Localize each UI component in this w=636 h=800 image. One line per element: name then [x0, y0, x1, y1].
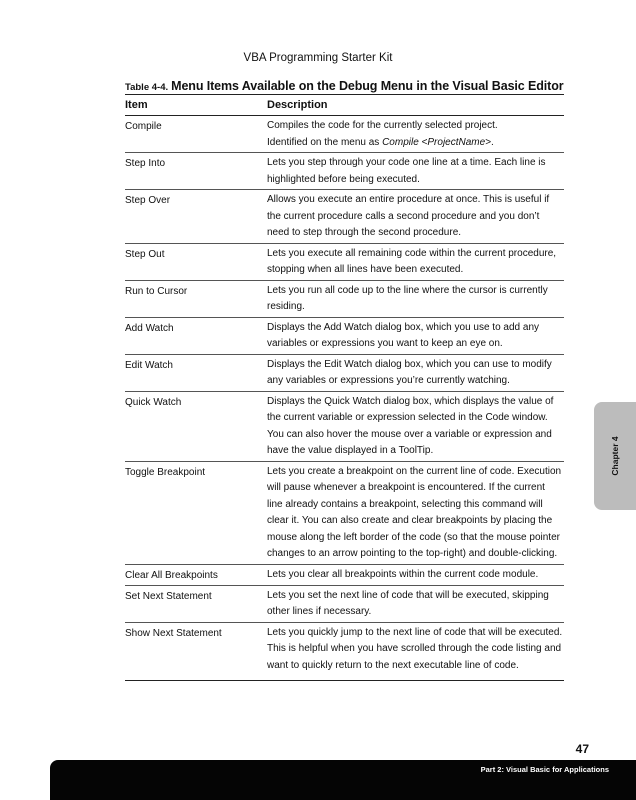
- table-row: [125, 623, 564, 681]
- row-description: Lets you execute all remaining code within the current procedure, stopping when all lines have been executed.: [267, 247, 557, 275]
- row-description: Lets you quickly jump to the next line of code that will be executed. This is helpful when you have scrolled through the code listing and want to quickly return to the next executable line of code.: [267, 626, 563, 671]
- chapter-tab: [594, 402, 636, 510]
- row-description: Displays the Add Watch dialog box, which you use to add any variables or expressions you want to keep an eye on.: [267, 321, 540, 349]
- row-item: Compile: [125, 121, 162, 132]
- table-caption: [125, 77, 575, 95]
- row-description: Allows you execute an entire procedure at once. This is useful if the current procedure calls a second procedure and you don’t need to step through the second procedure.: [267, 194, 550, 238]
- row-description: Lets you clear all breakpoints within the current code module.: [267, 568, 539, 580]
- row-description: Lets you step through your code one line at a time. Each line is highlighted before being executed.: [267, 157, 546, 185]
- row-item: Set Next Statement: [125, 590, 212, 602]
- table-row: [125, 462, 564, 565]
- debug-menu-table: [125, 94, 564, 681]
- table-title: Menu Items Available on the Debug Menu in the Visual Basic Editor: [171, 79, 564, 93]
- table-number: Table 4-4.: [125, 82, 169, 93]
- row-description-suffix: .: [491, 136, 494, 148]
- row-item: Step Over: [125, 195, 171, 206]
- table-row: [125, 244, 564, 281]
- row-item: Clear All Breakpoints: [125, 569, 218, 581]
- table-row: [125, 565, 564, 586]
- row-description: [267, 118, 563, 151]
- table-row: [125, 153, 564, 190]
- row-item: Step Out: [125, 248, 165, 260]
- table-row: [125, 355, 564, 392]
- row-item: Show Next Statement: [125, 627, 222, 639]
- running-head: VBA Programming Starter Kit: [243, 52, 393, 64]
- footer-part-title: Part 2: Visual Basic for Applications: [480, 765, 609, 774]
- row-description: Displays the Edit Watch dialog box, which you can use to modify any variables or expressions you’re currently watching.: [267, 358, 552, 386]
- page-number: 47: [575, 742, 589, 756]
- row-description: Displays the Quick Watch dialog box, which displays the value of the current variable or expression selected in the Code window. You can also hover the mouse over a variable or expression and have the value displayed in a ToolTip.: [267, 395, 554, 456]
- table-row: [125, 586, 564, 623]
- footer-band: [50, 760, 636, 800]
- table-row: [125, 190, 564, 244]
- table-row: [125, 281, 564, 318]
- row-description: Lets you run all code up to the line where the cursor is currently residing.: [267, 284, 548, 312]
- header-description: Description: [267, 99, 328, 111]
- table-row: [125, 392, 564, 462]
- table-row: [125, 116, 564, 153]
- row-description: Lets you create a breakpoint on the current line of code. Execution will pause whenever a breakpoint is encountered. If the current line already contains a breakpoint, selecting this command will clear it. You can also create and clear breakpoints by placing the mouse along the left border of the code (so that the mouse pointer changes to an arrow pointing to the top-right) and double-clicking.: [267, 465, 562, 559]
- row-item: Add Watch: [125, 322, 174, 334]
- header-item: Item: [125, 99, 148, 111]
- row-item: Toggle Breakpoint: [125, 466, 206, 478]
- table-row: [125, 318, 564, 355]
- row-item: Quick Watch: [125, 396, 182, 408]
- row-description-italic: Compile <ProjectName>: [382, 136, 492, 148]
- row-item: Run to Cursor: [125, 285, 188, 297]
- row-item: Edit Watch: [125, 359, 173, 371]
- row-description: Lets you set the next line of code that will be executed, skipping other lines if necessary.: [267, 589, 549, 617]
- row-description-line: Compiles the code for the currently selected project.: [267, 120, 498, 131]
- table-header-row: [125, 95, 564, 116]
- chapter-tab-label: Chapter 4: [610, 436, 620, 476]
- row-description-prefix: Identified on the menu as: [267, 136, 383, 148]
- row-item: Step Into: [125, 158, 166, 169]
